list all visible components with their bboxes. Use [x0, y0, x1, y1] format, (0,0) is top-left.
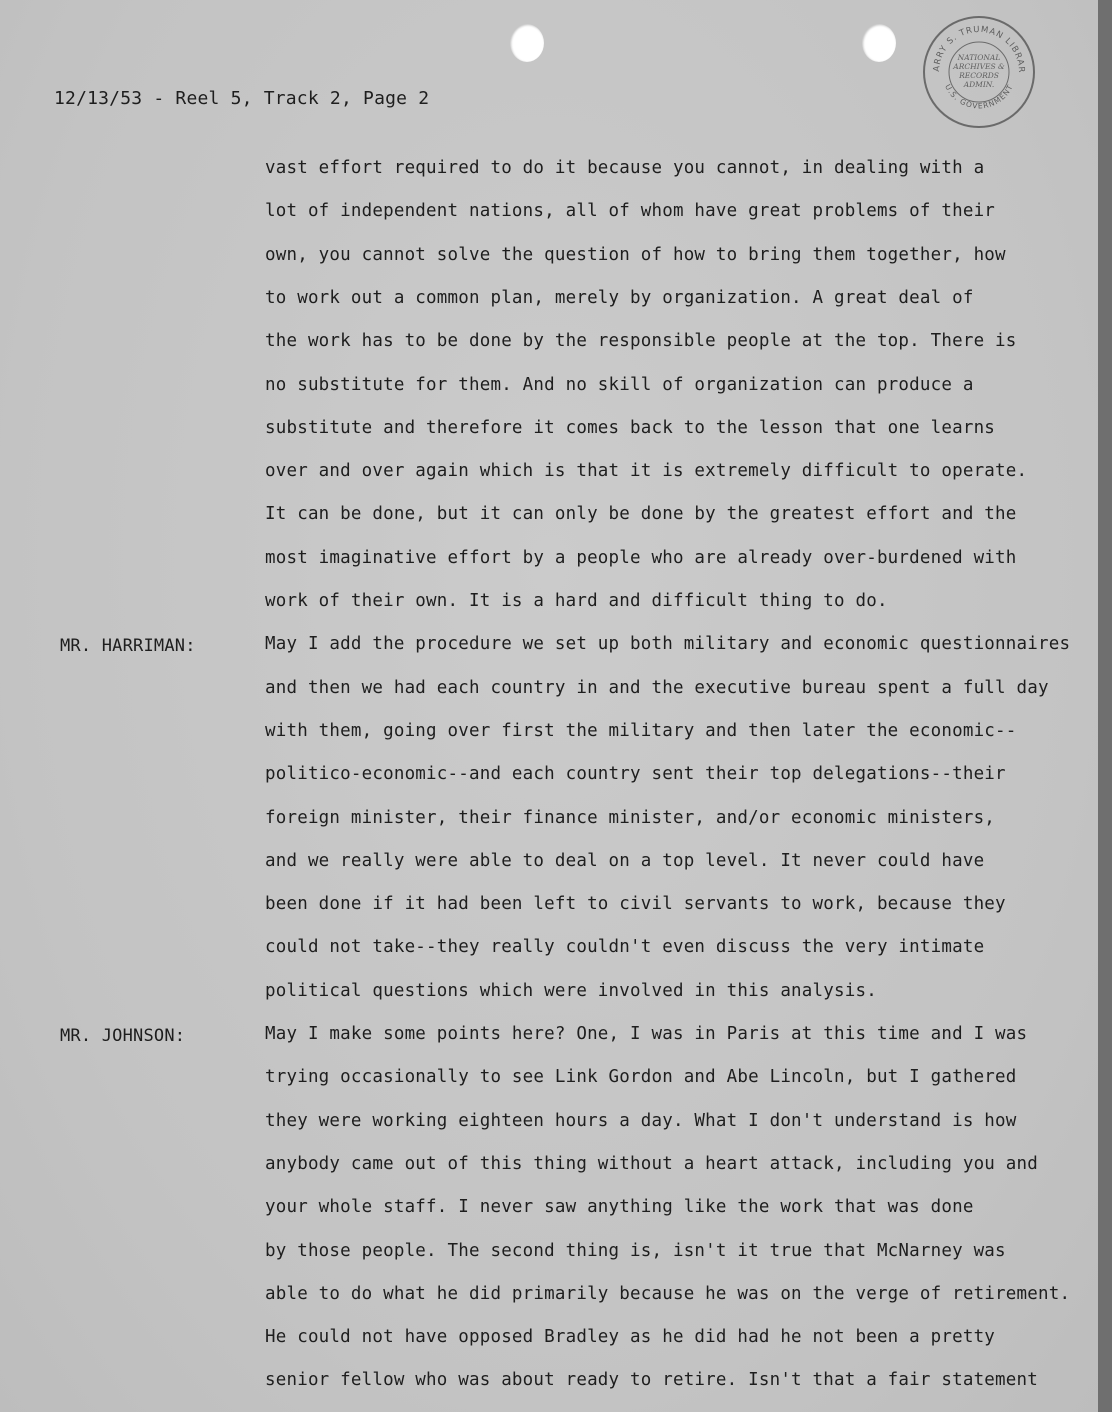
transcript-line: May I make some points here? One, I was in Paris at this time and I was — [265, 1024, 1028, 1044]
transcript-line: vast effort required to do it because you cannot, in dealing with a — [265, 158, 985, 178]
svg-text:U.S. GOVERNMENT: U.S. GOVERNMENT — [943, 82, 1015, 111]
transcript-line: work of their own. It is a hard and difficult thing to do. — [265, 591, 888, 611]
page-edge-shadow — [1098, 0, 1112, 1412]
transcript-line: foreign minister, their finance minister, and/or economic ministers, — [265, 807, 996, 828]
transcript-line: they were working eighteen hours a day. What I don't understand is how — [265, 1110, 1017, 1131]
transcript-line: senior fellow who was about ready to retire. Isn't that a fair statement — [265, 1370, 1038, 1391]
transcript-line: and we really were able to deal on a top level. It never could have — [265, 850, 985, 871]
stamp-inner-line: ARCHIVES & — [953, 62, 1005, 71]
stamp-inner-line: RECORDS — [959, 71, 999, 80]
speaker-label: MR. HARRIMAN: — [60, 636, 196, 657]
transcript-line: lot of independent nations, all of whom have great problems of their — [265, 201, 996, 222]
transcript-line: He could not have opposed Bradley as he did had he not been a pretty — [265, 1327, 996, 1348]
transcript-line: with them, going over first the military and then later the economic-- — [265, 720, 1017, 741]
transcript-line: able to do what he did primarily because he was on the verge of retirement. — [265, 1283, 1071, 1304]
transcript-line: most imaginative effort by a people who are already over-burdened with — [265, 547, 1017, 568]
transcript-line: the work has to be done by the responsible people at the top. There is — [265, 331, 1017, 352]
transcript-line: by those people. The second thing is, isn't it true that McNarney was — [265, 1240, 1006, 1261]
stamp-inner-line: ADMIN. — [963, 80, 995, 89]
transcript-line: anybody came out of this thing without a heart attack, including you and — [265, 1153, 1038, 1174]
transcript-line: could not take--they really couldn't even discuss the very intimate — [265, 937, 985, 958]
transcript-line: over and over again which is that it is extremely difficult to operate. — [265, 461, 1028, 482]
transcript-line: and then we had each country in and the executive bureau spent a full day — [265, 677, 1049, 698]
transcript-line: trying occasionally to see Link Gordon and Abe Lincoln, but I gathered — [265, 1067, 1017, 1088]
transcript-line: been done if it had been left to civil servants to work, because they — [265, 894, 1006, 915]
transcript-line: own, you cannot solve the question of how to bring them together, how — [265, 244, 1006, 265]
transcript-line: politico-economic--and each country sent their top delegations--their — [265, 764, 1006, 785]
transcript-line: It can be done, but it can only be done by the greatest effort and the — [265, 504, 1017, 525]
page-header: 12/13/53 - Reel 5, Track 2, Page 2 — [54, 88, 430, 109]
transcript-line: May I add the procedure we set up both military and economic questionnaires — [265, 634, 1071, 655]
svg-text:HARRY S. TRUMAN LIBRARY: ARRY S. TRUMAN LIBRAR — [931, 24, 1027, 74]
transcript-line: political questions which were involved in this analysis. — [265, 980, 877, 1001]
speaker-label: MR. JOHNSON: — [60, 1026, 186, 1046]
archive-stamp — [923, 16, 1035, 128]
archive-stamp-icon — [925, 18, 1033, 126]
transcript-line: to work out a common plan, merely by organization. A great deal of — [265, 287, 974, 308]
punch-hole-right — [862, 24, 896, 62]
transcript-line: your whole staff. I never saw anything like the work that was done — [265, 1197, 974, 1218]
punch-hole-left — [510, 24, 544, 62]
transcript-line: no substitute for them. And no skill of organization can produce a — [265, 374, 974, 395]
stamp-inner-line: NATIONAL — [957, 53, 1001, 62]
transcript-line: substitute and therefore it comes back to the lesson that one learns — [265, 417, 996, 438]
